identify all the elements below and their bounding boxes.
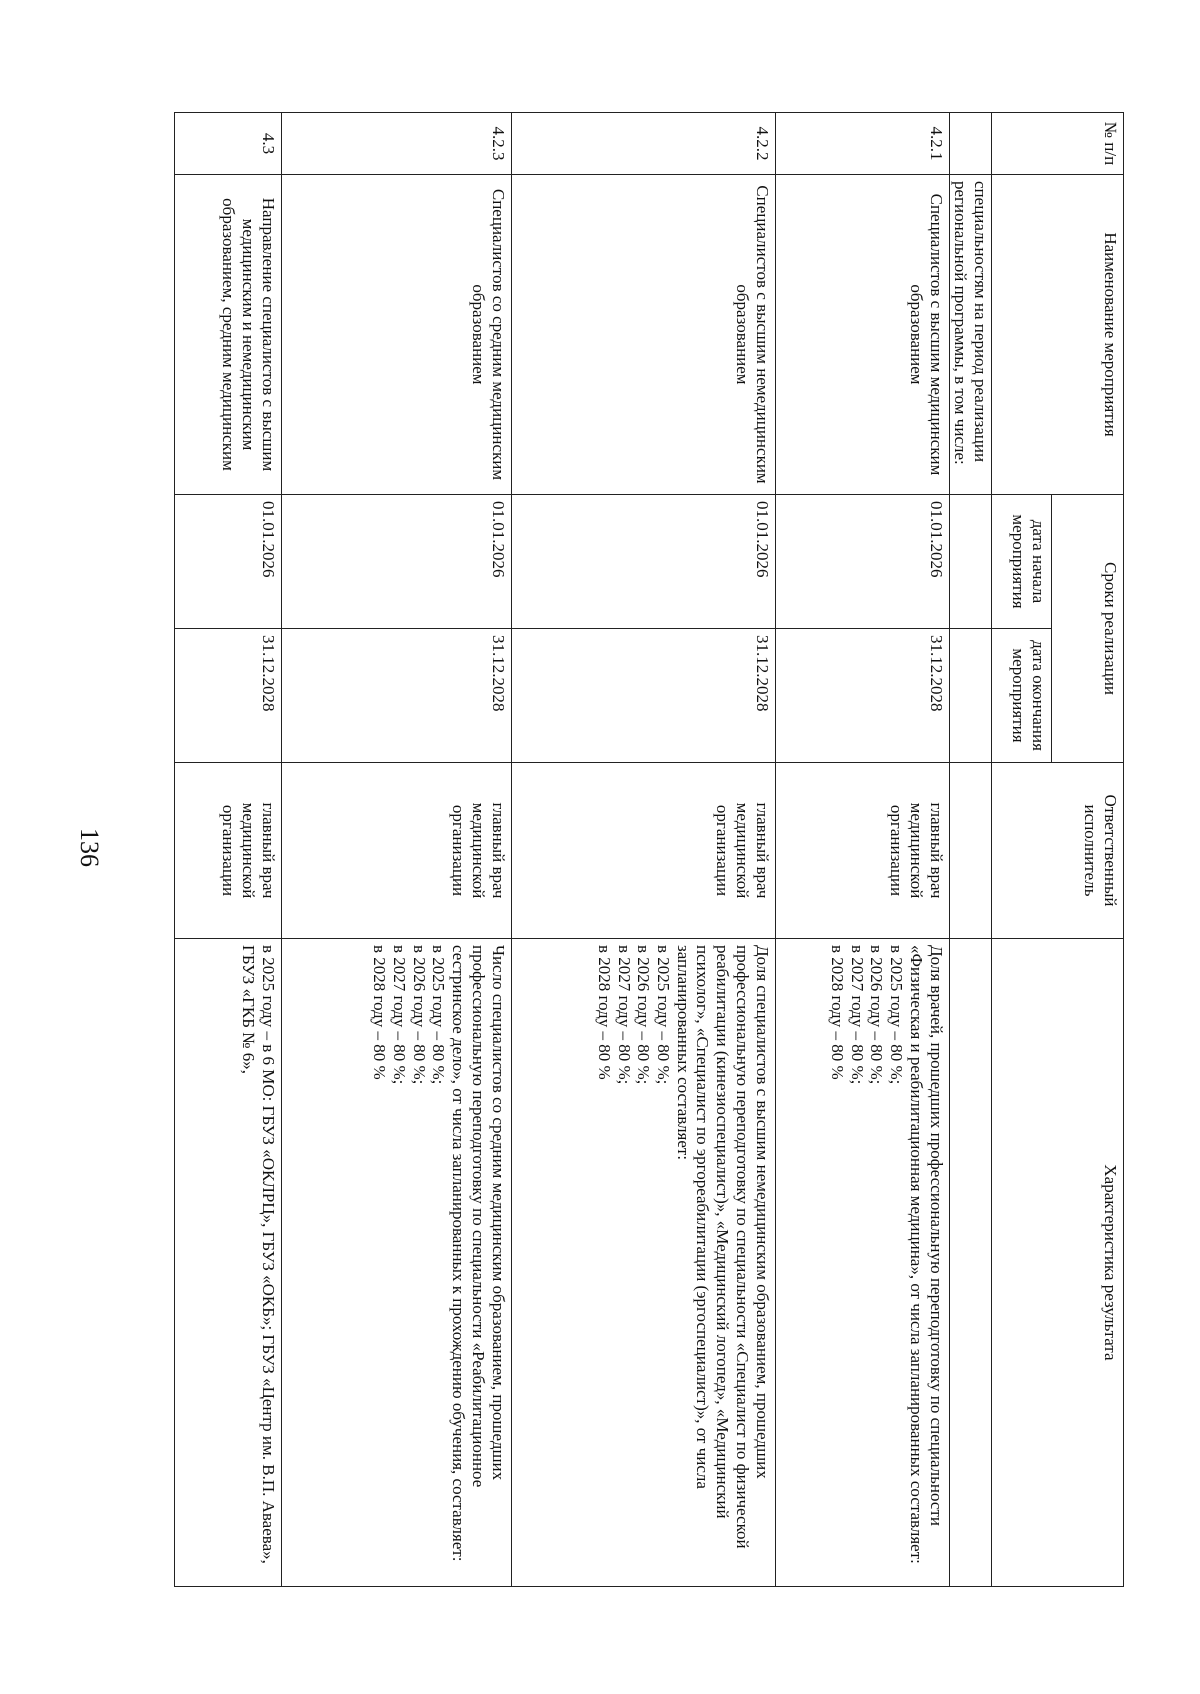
result-text: Доля специалистов с высшим немедицинским образованием, прошедших профессиональную переподготовку по специальности «Специалист по физической реабилитации (кинезиоспециалист)», «Медицинский логопед», «Медицинский психолог», «Специалист по эргореабилитации (эргоспециалист)», от числа запланированных составляет: (673, 945, 772, 1549)
result-text: Доля врачей, прошедших профессиональную переподготовку по специальности «Физическая и реабилитационная медицина», от числа запланированных составляет: (906, 945, 946, 1564)
row-start: 01.01.2026 (775, 495, 949, 629)
row-start (949, 495, 991, 629)
row-num: 4.3 (175, 113, 282, 175)
row-name: Направление специалистов с высшим медицинским и немедицинским образованием, средним медицинским (175, 175, 282, 495)
row-name: специальностям на период реализации региональной программы, в том числе: (949, 175, 991, 495)
row-name: Специалистов со средним медицинским образованием (281, 175, 511, 495)
row-start: 01.01.2026 (281, 495, 511, 629)
row-start: 01.01.2026 (511, 495, 775, 629)
row-result (511, 939, 775, 1587)
row-executor: главный врач медицинской организации (175, 763, 282, 939)
row-end (949, 629, 991, 763)
result-year-2025: в 2025 году – 80 %; (429, 945, 449, 1085)
result-text: в 2025 году – в 6 МО: ГБУЗ «ОКЛРЦ», ГБУЗ «ОКБ»; ГБУЗ «Центр им. В.П. Аваева», ГБУЗ «ГКБ № 6», (238, 945, 278, 1564)
result-year-2027: в 2027 году – 80 %; (389, 945, 409, 1085)
row-name: Специалистов с высшим медицинским образованием (775, 175, 949, 495)
table-row-continuation (949, 113, 991, 1587)
row-end: 31.12.2028 (511, 629, 775, 763)
result-year-2026: в 2026 году – 80 %; (634, 945, 654, 1085)
result-year-2028: в 2028 году – 80 % (594, 945, 614, 1080)
header-num: № п/п (992, 113, 1124, 175)
page-number: 136 (75, 828, 104, 867)
row-num: 4.2.3 (281, 113, 511, 175)
row-executor: главный врач медицинской организации (281, 763, 511, 939)
row-executor: главный врач медицинской организации (511, 763, 775, 939)
result-text: Число специалистов со средним медицинским образованием, прошедших профессиональную переподготовку по специальности «Реабилитационное сестринское дело», от числа запланированных к прохождению обучения, составляет: (449, 945, 508, 1562)
row-result (775, 939, 949, 1587)
table-row (511, 113, 775, 1587)
header-name: Наименование мероприятия (992, 175, 1124, 495)
header-period: Сроки реализации (1052, 495, 1124, 763)
row-result (949, 939, 991, 1587)
header-result: Характеристика результата (992, 939, 1124, 1587)
table-row (775, 113, 949, 1587)
row-executor (949, 763, 991, 939)
result-year-2025: в 2025 году – 80 %; (887, 945, 907, 1085)
row-num: 4.2.1 (775, 113, 949, 175)
activities-table (174, 112, 1124, 1586)
table-row (175, 113, 282, 1587)
result-year-2028: в 2028 году – 80 % (370, 945, 390, 1080)
row-end: 31.12.2028 (281, 629, 511, 763)
row-result (175, 939, 282, 1587)
result-year-2028: в 2028 году – 80 % (827, 945, 847, 1080)
result-year-2027: в 2027 году – 80 %; (614, 945, 634, 1085)
row-end: 31.12.2028 (775, 629, 949, 763)
row-start: 01.01.2026 (175, 495, 282, 629)
result-year-2026: в 2026 году – 80 %; (867, 945, 887, 1085)
header-start-date: дата начала мероприятия (992, 495, 1052, 629)
row-end: 31.12.2028 (175, 629, 282, 763)
result-year-2027: в 2027 году – 80 %; (847, 945, 867, 1085)
row-name: Специалистов с высшим немедицинским образованием (511, 175, 775, 495)
row-executor: главный врач медицинской организации (775, 763, 949, 939)
header-end-date: дата окончания мероприятия (992, 629, 1052, 763)
row-num (949, 113, 991, 175)
row-num: 4.2.2 (511, 113, 775, 175)
header-executor: Ответственный исполнитель (992, 763, 1124, 939)
result-year-2025: в 2025 году – 80 %; (653, 945, 673, 1085)
result-year-2026: в 2026 году – 80 %; (409, 945, 429, 1085)
table-row (281, 113, 511, 1587)
row-result (281, 939, 511, 1587)
